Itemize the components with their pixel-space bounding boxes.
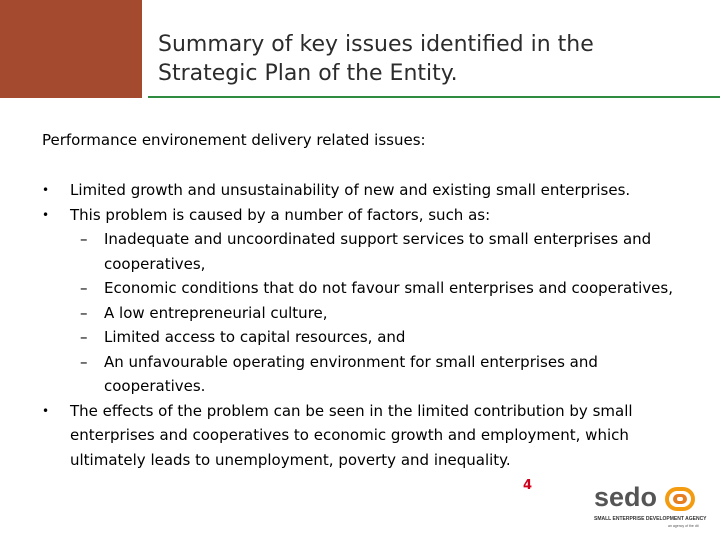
dash-marker: – [80, 352, 88, 371]
dash-marker: – [80, 279, 88, 297]
dash-marker: – [80, 230, 88, 248]
sub-bullet-text: Limited access to capital resources, and [104, 328, 406, 346]
bullet-marker: • [42, 403, 50, 418]
sub-list-item [42, 276, 682, 301]
sub-bullet-text: Economic conditions that do not favour small enterprises and cooperatives, [104, 279, 673, 297]
sub-bullet-text: Inadequate and uncoordinated support services to small enterprises and cooperatives, [104, 230, 652, 273]
sub-list-item [42, 227, 682, 276]
sub-bullet-text: An unfavourable operating environment for small enterprises and cooperatives. [104, 352, 598, 395]
page-number: 4 [523, 478, 533, 493]
logo-wordmark: sedo [594, 482, 658, 512]
logo-mark-icon [664, 486, 698, 512]
bullet-text: This problem is caused by a number of factors, such as: [70, 205, 491, 224]
logo-subtitle: SMALL ENTERPRISE DEVELOPMENT AGENCY [594, 516, 707, 522]
list-item [42, 178, 682, 203]
logo-tagline: an agency of the dti [668, 524, 699, 528]
sub-list-item [42, 325, 682, 350]
bullet-text: The effects of the problem can be seen in the limited contribution by small enterprises and cooperatives to economic growth and employment, which ultimately leads to unemployment, poverty and inequality. [70, 401, 633, 469]
title-panel [148, 0, 720, 96]
sub-list-item [42, 301, 682, 326]
sedo-logo [594, 482, 714, 530]
list-item [42, 399, 682, 473]
header-red-block [0, 0, 142, 98]
list-item [42, 203, 682, 228]
sub-bullet-text: A low entrepreneurial culture, [104, 303, 328, 322]
bullet-text: Limited growth and unsustainability of new and existing small enterprises. [70, 181, 631, 199]
section-heading: Performance environement delivery related issues: [42, 131, 426, 149]
dash-marker: – [80, 303, 88, 322]
slide-title: Summary of key issues identified in the Strategic Plan of the Entity. [158, 32, 594, 86]
dash-marker: – [80, 328, 88, 346]
bullet-marker: • [42, 207, 50, 222]
bullet-marker: • [42, 183, 50, 197]
sub-list-item [42, 350, 682, 399]
bullet-list [42, 178, 682, 472]
